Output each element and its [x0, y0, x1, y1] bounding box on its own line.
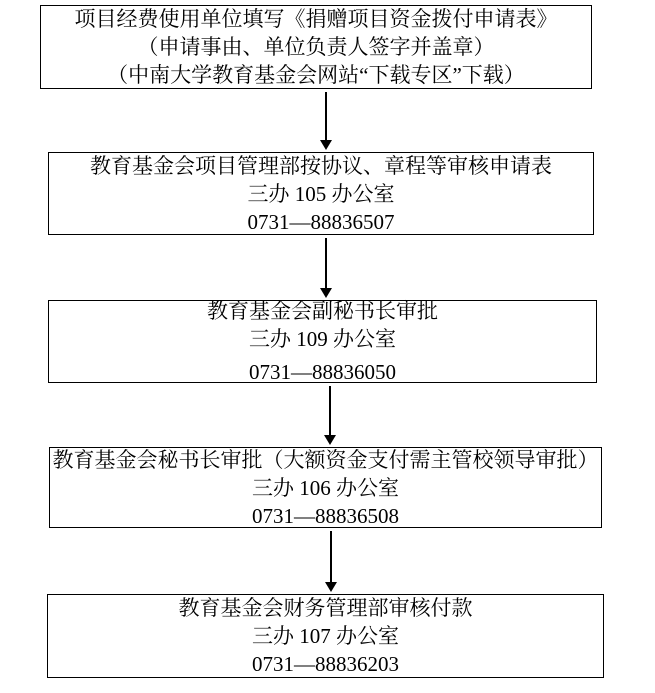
arrow-down-icon — [320, 140, 332, 150]
flow-arrow-1 — [320, 92, 332, 150]
step-5-office: 三办 107 办公室 — [252, 624, 399, 648]
step-3-phone: 0731—88836050 — [249, 360, 396, 384]
step-2-title: 教育基金会项目管理部按协议、章程等审核申请表 — [90, 153, 552, 178]
arrow-down-icon — [325, 582, 337, 592]
arrow-shaft — [329, 386, 331, 435]
arrow-shaft — [330, 531, 332, 582]
arrow-shaft — [325, 92, 327, 140]
flow-step-2-project-dept-review — [48, 152, 594, 235]
step-1-line-2: （申请事由、单位负责人签字并盖章） — [137, 35, 495, 59]
step-2-phone: 0731—88836507 — [247, 209, 395, 234]
flow-step-5-finance-dept-payment — [47, 594, 604, 678]
step-1-line-3: （中南大学教育基金会网站“下载专区”下载） — [107, 63, 525, 87]
flow-arrow-3 — [324, 386, 336, 445]
arrow-down-icon — [324, 435, 336, 445]
flow-arrow-2 — [320, 238, 332, 298]
flow-step-3-deputy-secretary-general-approval — [48, 300, 597, 383]
step-5-phone: 0731—88836203 — [252, 652, 399, 676]
step-4-office: 三办 106 办公室 — [252, 475, 399, 500]
step-3-title: 教育基金会副秘书长审批 — [207, 299, 438, 323]
step-4-title: 教育基金会秘书长审批（大额资金支付需主管校领导审批） — [52, 447, 599, 472]
step-2-office: 三办 105 办公室 — [247, 181, 395, 206]
flow-arrow-4 — [325, 531, 337, 592]
flow-step-4-secretary-general-approval — [49, 447, 602, 528]
step-3-office: 三办 109 办公室 — [249, 327, 396, 351]
arrow-shaft — [325, 238, 327, 288]
step-1-line-1: 项目经费使用单位填写《捐赠项目资金拨付申请表》 — [74, 7, 558, 31]
step-5-title: 教育基金会财务管理部审核付款 — [178, 596, 473, 620]
step-4-phone: 0731—88836508 — [252, 503, 399, 528]
flow-step-1-fill-application — [40, 5, 592, 89]
